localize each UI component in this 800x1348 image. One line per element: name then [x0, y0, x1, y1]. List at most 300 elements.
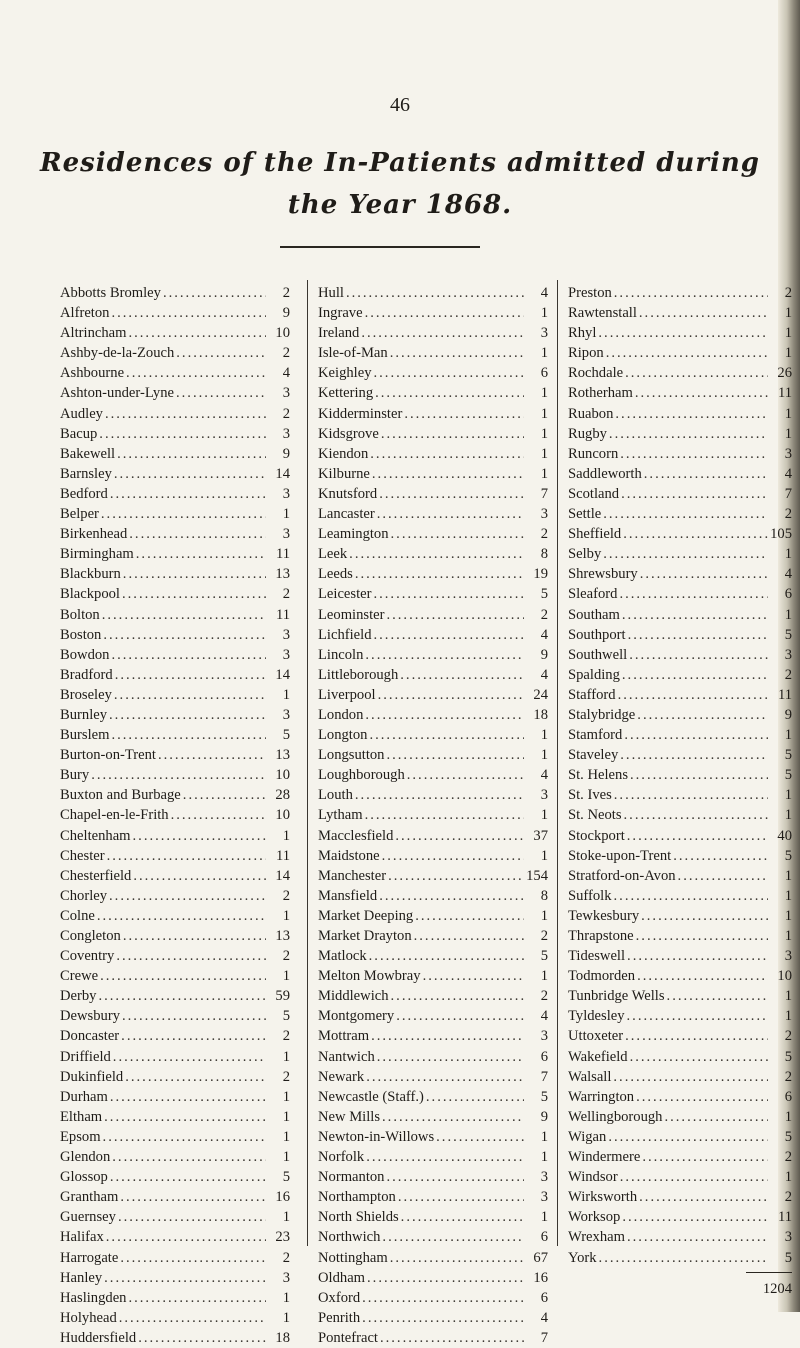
patient-count: 1	[784, 546, 792, 563]
leader-dots	[99, 424, 266, 444]
patient-count: 26	[777, 365, 792, 382]
residence-name: Sleaford	[568, 586, 618, 603]
residence-row	[60, 745, 290, 765]
patient-count: 2	[784, 1068, 792, 1085]
leader-dots	[133, 826, 266, 846]
residence-name: Longsutton	[318, 747, 385, 764]
patient-count: 1	[784, 606, 792, 623]
patient-count: 5	[282, 1008, 290, 1025]
leader-dots	[628, 625, 768, 645]
leader-dots	[620, 1167, 768, 1187]
patient-count: 11	[275, 847, 290, 864]
patient-count: 1	[784, 1169, 792, 1186]
leader-dots	[355, 785, 524, 805]
residence-row	[60, 424, 290, 444]
patient-count: 5	[784, 747, 792, 764]
residence-name: Derby	[60, 988, 97, 1005]
residence-name: Wakefield	[568, 1048, 628, 1065]
leader-dots	[120, 1187, 266, 1207]
residence-name: Matlock	[318, 948, 367, 965]
residence-row	[318, 886, 548, 906]
patient-count: 18	[533, 706, 548, 723]
residence-row	[318, 484, 548, 504]
leader-dots	[346, 283, 524, 303]
patient-count: 9	[540, 1108, 548, 1125]
leader-dots	[365, 303, 524, 323]
leader-dots	[373, 584, 524, 604]
residence-name: Ingrave	[318, 305, 363, 322]
residence-row	[60, 444, 290, 464]
leader-dots	[374, 363, 525, 383]
leader-dots	[388, 866, 524, 886]
patient-count: 10	[275, 767, 290, 784]
leader-dots	[391, 524, 524, 544]
patient-count: 1	[540, 305, 548, 322]
residence-row	[60, 1067, 290, 1087]
patient-count: 1	[784, 345, 792, 362]
patient-count: 6	[540, 365, 548, 382]
leader-dots	[163, 283, 266, 303]
residence-name: Middlewich	[318, 988, 389, 1005]
residence-row	[60, 1248, 290, 1268]
residence-column-1	[60, 283, 290, 1348]
patient-count: 7	[540, 485, 548, 502]
patient-count: 4	[784, 566, 792, 583]
patient-count: 11	[777, 1209, 792, 1226]
patient-count: 1	[540, 847, 548, 864]
patient-count: 8	[540, 546, 548, 563]
leader-dots	[128, 323, 266, 343]
residence-name: Leek	[318, 546, 348, 563]
patient-count: 154	[526, 867, 548, 884]
residence-row	[568, 1026, 792, 1046]
residence-name: Glossop	[60, 1169, 108, 1186]
residence-row	[318, 1067, 548, 1087]
residence-name: Guernsey	[60, 1209, 116, 1226]
residence-name: Doncaster	[60, 1028, 120, 1045]
residence-row	[60, 283, 290, 303]
patient-count: 13	[275, 566, 290, 583]
residence-row	[60, 866, 290, 886]
leader-dots	[113, 1047, 266, 1067]
leader-dots	[121, 1026, 266, 1046]
patient-count: 3	[540, 787, 548, 804]
residence-name: Southport	[568, 626, 626, 643]
residence-name: Bakewell	[60, 445, 116, 462]
patient-count: 1	[282, 1209, 290, 1226]
residence-name: Leominster	[318, 606, 385, 623]
patient-count: 1	[540, 907, 548, 924]
residence-row	[60, 946, 290, 966]
leader-dots	[107, 846, 266, 866]
patient-count: 2	[282, 887, 290, 904]
patient-count: 3	[784, 445, 792, 462]
residence-name: Cheltenham	[60, 827, 131, 844]
leader-dots	[375, 383, 524, 403]
leader-dots	[599, 1248, 768, 1268]
residence-name: Kettering	[318, 385, 374, 402]
residence-name: Lichfield	[318, 626, 372, 643]
residence-row	[318, 705, 548, 725]
residence-row	[568, 1147, 792, 1167]
leader-dots	[120, 1248, 266, 1268]
residence-name: Todmorden	[568, 968, 636, 985]
residence-column-3	[568, 283, 792, 1299]
patient-count: 1	[282, 1149, 290, 1166]
residence-name: Ashbourne	[60, 365, 125, 382]
leader-dots	[615, 404, 768, 424]
residence-row	[568, 323, 792, 343]
residence-row	[568, 826, 792, 846]
residence-name: Mottram	[318, 1028, 370, 1045]
leader-dots	[415, 906, 524, 926]
residence-row	[60, 484, 290, 504]
leader-dots	[377, 504, 524, 524]
patient-count: 9	[282, 305, 290, 322]
leader-dots	[622, 665, 768, 685]
patient-count: 9	[540, 646, 548, 663]
residence-row	[60, 1308, 290, 1328]
leader-dots	[110, 1087, 266, 1107]
residence-name: Worksop	[568, 1209, 621, 1226]
residence-row	[60, 705, 290, 725]
residence-row	[60, 504, 290, 524]
residence-name: Southwell	[568, 646, 628, 663]
residence-name: Coventry	[60, 948, 115, 965]
residence-row	[60, 544, 290, 564]
patient-count: 1	[282, 1128, 290, 1145]
residence-name: Bacup	[60, 425, 98, 442]
residence-row	[568, 484, 792, 504]
patient-count: 2	[540, 606, 548, 623]
residence-row	[318, 685, 548, 705]
patient-count: 1	[540, 345, 548, 362]
residence-row	[318, 725, 548, 745]
residence-name: Tunbridge Wells	[568, 988, 665, 1005]
residence-name: Wrexham	[568, 1229, 625, 1246]
residence-row	[568, 906, 792, 926]
leader-dots	[103, 625, 266, 645]
column-divider	[557, 280, 558, 1246]
leader-dots	[128, 1288, 266, 1308]
patient-count: 6	[540, 1289, 548, 1306]
patient-count: 1	[784, 928, 792, 944]
patient-count: 2	[784, 285, 792, 301]
residence-name: Penrith	[318, 1309, 361, 1326]
residence-name: Colne	[60, 907, 95, 924]
patient-count: 1	[540, 445, 548, 462]
residence-name: Norfolk	[318, 1149, 365, 1166]
leader-dots	[381, 424, 524, 444]
residence-row	[568, 725, 792, 745]
leader-dots	[423, 966, 524, 986]
patient-count: 14	[275, 465, 290, 482]
residence-row	[318, 866, 548, 886]
residence-row	[318, 1127, 548, 1147]
leader-dots	[369, 725, 524, 745]
patient-count: 11	[275, 606, 290, 623]
leader-dots	[678, 866, 768, 886]
patient-count: 2	[282, 1068, 290, 1085]
leader-dots	[171, 805, 266, 825]
residence-row	[318, 1248, 548, 1268]
residence-row	[568, 685, 792, 705]
leader-dots	[641, 906, 768, 926]
patient-count: 6	[540, 1229, 548, 1246]
residence-name: Northampton	[318, 1189, 396, 1206]
leader-dots	[112, 1147, 266, 1167]
leader-dots	[635, 383, 768, 403]
leader-dots	[619, 584, 768, 604]
patient-count: 1	[282, 1289, 290, 1306]
residence-row	[318, 1167, 548, 1187]
patient-count: 1	[282, 1309, 290, 1326]
patient-count: 1	[282, 968, 290, 985]
patient-count: 1	[540, 807, 548, 824]
residence-name: Tyldesley	[568, 1008, 625, 1025]
patient-count: 14	[275, 666, 290, 683]
patient-count: 13	[275, 747, 290, 764]
title-rule	[280, 246, 480, 248]
residence-name: Holyhead	[60, 1309, 117, 1326]
patient-count: 13	[275, 928, 290, 944]
residence-name: Maidstone	[318, 847, 380, 864]
page-subtitle: the Year 1868.	[287, 190, 513, 220]
residence-row	[318, 1147, 548, 1167]
patient-count: 6	[784, 586, 792, 603]
leader-dots	[401, 1207, 524, 1227]
residence-column-3-rows	[568, 283, 792, 1268]
residence-name: St. Helens	[568, 767, 628, 784]
patient-count: 1	[540, 425, 548, 442]
leader-dots	[123, 564, 266, 584]
leader-dots	[109, 705, 266, 725]
residence-row	[318, 544, 548, 564]
patient-count: 5	[784, 1128, 792, 1145]
leader-dots	[136, 544, 266, 564]
residence-row	[568, 705, 792, 725]
residence-row	[318, 785, 548, 805]
residence-name: Newcastle (Staff.)	[318, 1088, 424, 1105]
residence-name: Ashby-de-la-Zouch	[60, 345, 175, 362]
column-divider	[307, 280, 308, 1246]
residence-row	[318, 826, 548, 846]
patient-count: 10	[275, 325, 290, 342]
residence-name: Dewsbury	[60, 1008, 120, 1025]
residence-name: Chapel-en-le-Frith	[60, 807, 169, 824]
leader-dots	[640, 564, 768, 584]
residence-name: Southam	[568, 606, 620, 623]
residence-row	[568, 343, 792, 363]
residence-row	[318, 1227, 548, 1247]
patient-count: 1	[282, 1088, 290, 1105]
residence-row	[318, 383, 548, 403]
patient-count: 6	[540, 1048, 548, 1065]
residence-row	[318, 986, 548, 1006]
patient-count: 5	[784, 1048, 792, 1065]
patient-count: 3	[282, 626, 290, 643]
residence-name: Bradford	[60, 666, 113, 683]
leader-dots	[371, 1026, 524, 1046]
patient-count: 1	[540, 465, 548, 482]
patient-count: 3	[540, 1169, 548, 1186]
leader-dots	[102, 605, 266, 625]
patient-count: 18	[275, 1329, 290, 1346]
leader-dots	[158, 745, 266, 765]
leader-dots	[367, 1268, 524, 1288]
patient-count: 1	[784, 405, 792, 422]
leader-dots	[629, 645, 768, 665]
residence-name: Stafford	[568, 686, 616, 703]
residence-name: Warrington	[568, 1088, 635, 1105]
patient-count: 2	[282, 1249, 290, 1266]
patient-count: 2	[282, 285, 290, 301]
residence-row	[60, 645, 290, 665]
residence-row	[60, 665, 290, 685]
residence-name: Macclesfield	[318, 827, 394, 844]
leader-dots	[183, 785, 266, 805]
leader-dots	[379, 886, 524, 906]
residence-name: Wellingborough	[568, 1108, 663, 1125]
leader-dots	[133, 866, 266, 886]
residence-row	[318, 745, 548, 765]
residence-name: Loughborough	[318, 767, 405, 784]
residence-column-2	[318, 283, 548, 1348]
patient-count: 2	[282, 405, 290, 422]
leader-dots	[382, 1107, 524, 1127]
leader-dots	[637, 705, 768, 725]
leader-dots	[365, 705, 524, 725]
patient-count: 4	[784, 465, 792, 482]
leader-dots	[396, 1006, 524, 1026]
residence-row	[318, 846, 548, 866]
residence-name: Northwich	[318, 1229, 381, 1246]
residence-row	[318, 524, 548, 544]
leader-dots	[618, 685, 768, 705]
patient-count: 23	[275, 1229, 290, 1246]
patient-count: 7	[540, 1068, 548, 1085]
patient-count: 67	[533, 1249, 548, 1266]
leader-dots	[627, 1006, 768, 1026]
residence-row	[60, 1187, 290, 1207]
residence-row	[60, 1047, 290, 1067]
leader-dots	[365, 645, 524, 665]
patient-count: 1	[540, 727, 548, 744]
residence-row	[568, 1227, 792, 1247]
residence-name: Birmingham	[60, 546, 134, 563]
residence-row	[568, 745, 792, 765]
residence-name: Spalding	[568, 666, 620, 683]
patient-count: 9	[784, 706, 792, 723]
patient-count: 1	[540, 1209, 548, 1226]
residence-name: London	[318, 706, 364, 723]
residence-row	[318, 906, 548, 926]
residence-name: North Shields	[318, 1209, 399, 1226]
leader-dots	[100, 966, 266, 986]
residence-row	[60, 886, 290, 906]
residence-name: Knutsford	[318, 485, 378, 502]
residence-name: St. Ives	[568, 787, 612, 804]
leader-dots	[613, 1067, 768, 1087]
leader-dots	[398, 1187, 524, 1207]
leader-dots	[176, 343, 266, 363]
patient-count: 5	[540, 1088, 548, 1105]
leader-dots	[603, 504, 768, 524]
leader-dots	[386, 1167, 524, 1187]
residence-row	[568, 464, 792, 484]
residence-row	[60, 785, 290, 805]
residence-name: Ruabon	[568, 405, 614, 422]
patient-count: 2	[784, 666, 792, 683]
patient-count: 3	[282, 385, 290, 402]
residence-row	[60, 363, 290, 383]
residence-row	[60, 564, 290, 584]
residence-row	[568, 383, 792, 403]
residence-name: Suffolk	[568, 887, 612, 904]
leader-dots	[639, 303, 768, 323]
residence-name: Rhyl	[568, 325, 597, 342]
residence-name: Settle	[568, 506, 602, 523]
leader-dots	[390, 1248, 524, 1268]
residence-row	[568, 1127, 792, 1147]
residence-row	[568, 1107, 792, 1127]
residence-name: Shrewsbury	[568, 566, 638, 583]
residence-row	[318, 1006, 548, 1026]
leader-dots	[642, 1147, 768, 1167]
leader-dots	[110, 484, 266, 504]
patient-count: 16	[275, 1189, 290, 1206]
patient-count: 3	[540, 1189, 548, 1206]
residence-row	[568, 363, 792, 383]
patient-count: 2	[784, 1149, 792, 1166]
leader-dots	[606, 343, 768, 363]
patient-count: 24	[533, 686, 548, 703]
residence-row	[318, 1328, 548, 1348]
leader-dots	[125, 1067, 266, 1087]
leader-dots	[636, 1087, 768, 1107]
residence-row	[60, 846, 290, 866]
leader-dots	[372, 464, 524, 484]
residence-row	[568, 584, 792, 604]
patient-count: 1	[540, 747, 548, 764]
residence-row	[60, 986, 290, 1006]
patient-count: 40	[777, 827, 792, 844]
residence-row	[568, 1047, 792, 1067]
residence-name: Grantham	[60, 1189, 119, 1206]
leader-dots	[91, 765, 266, 785]
residence-row	[60, 966, 290, 986]
residence-name: Ashton-under-Lyne	[60, 385, 174, 402]
leader-dots	[380, 1328, 524, 1348]
patient-count: 1	[282, 506, 290, 523]
patient-count: 5	[784, 626, 792, 643]
leader-dots	[639, 1187, 768, 1207]
patient-count: 4	[282, 365, 290, 382]
leader-dots	[426, 1087, 524, 1107]
residence-name: Crewe	[60, 968, 99, 985]
residence-row	[568, 926, 792, 946]
patient-count: 11	[777, 686, 792, 703]
residence-name: Isle-of-Man	[318, 345, 388, 362]
leader-dots	[614, 283, 768, 303]
residence-row	[568, 1067, 792, 1087]
patient-count: 3	[282, 485, 290, 502]
residence-row	[568, 805, 792, 825]
residence-row	[60, 584, 290, 604]
residence-name: Stalybridge	[568, 706, 636, 723]
patient-count: 8	[540, 887, 548, 904]
residence-name: Rawtenstall	[568, 305, 637, 322]
